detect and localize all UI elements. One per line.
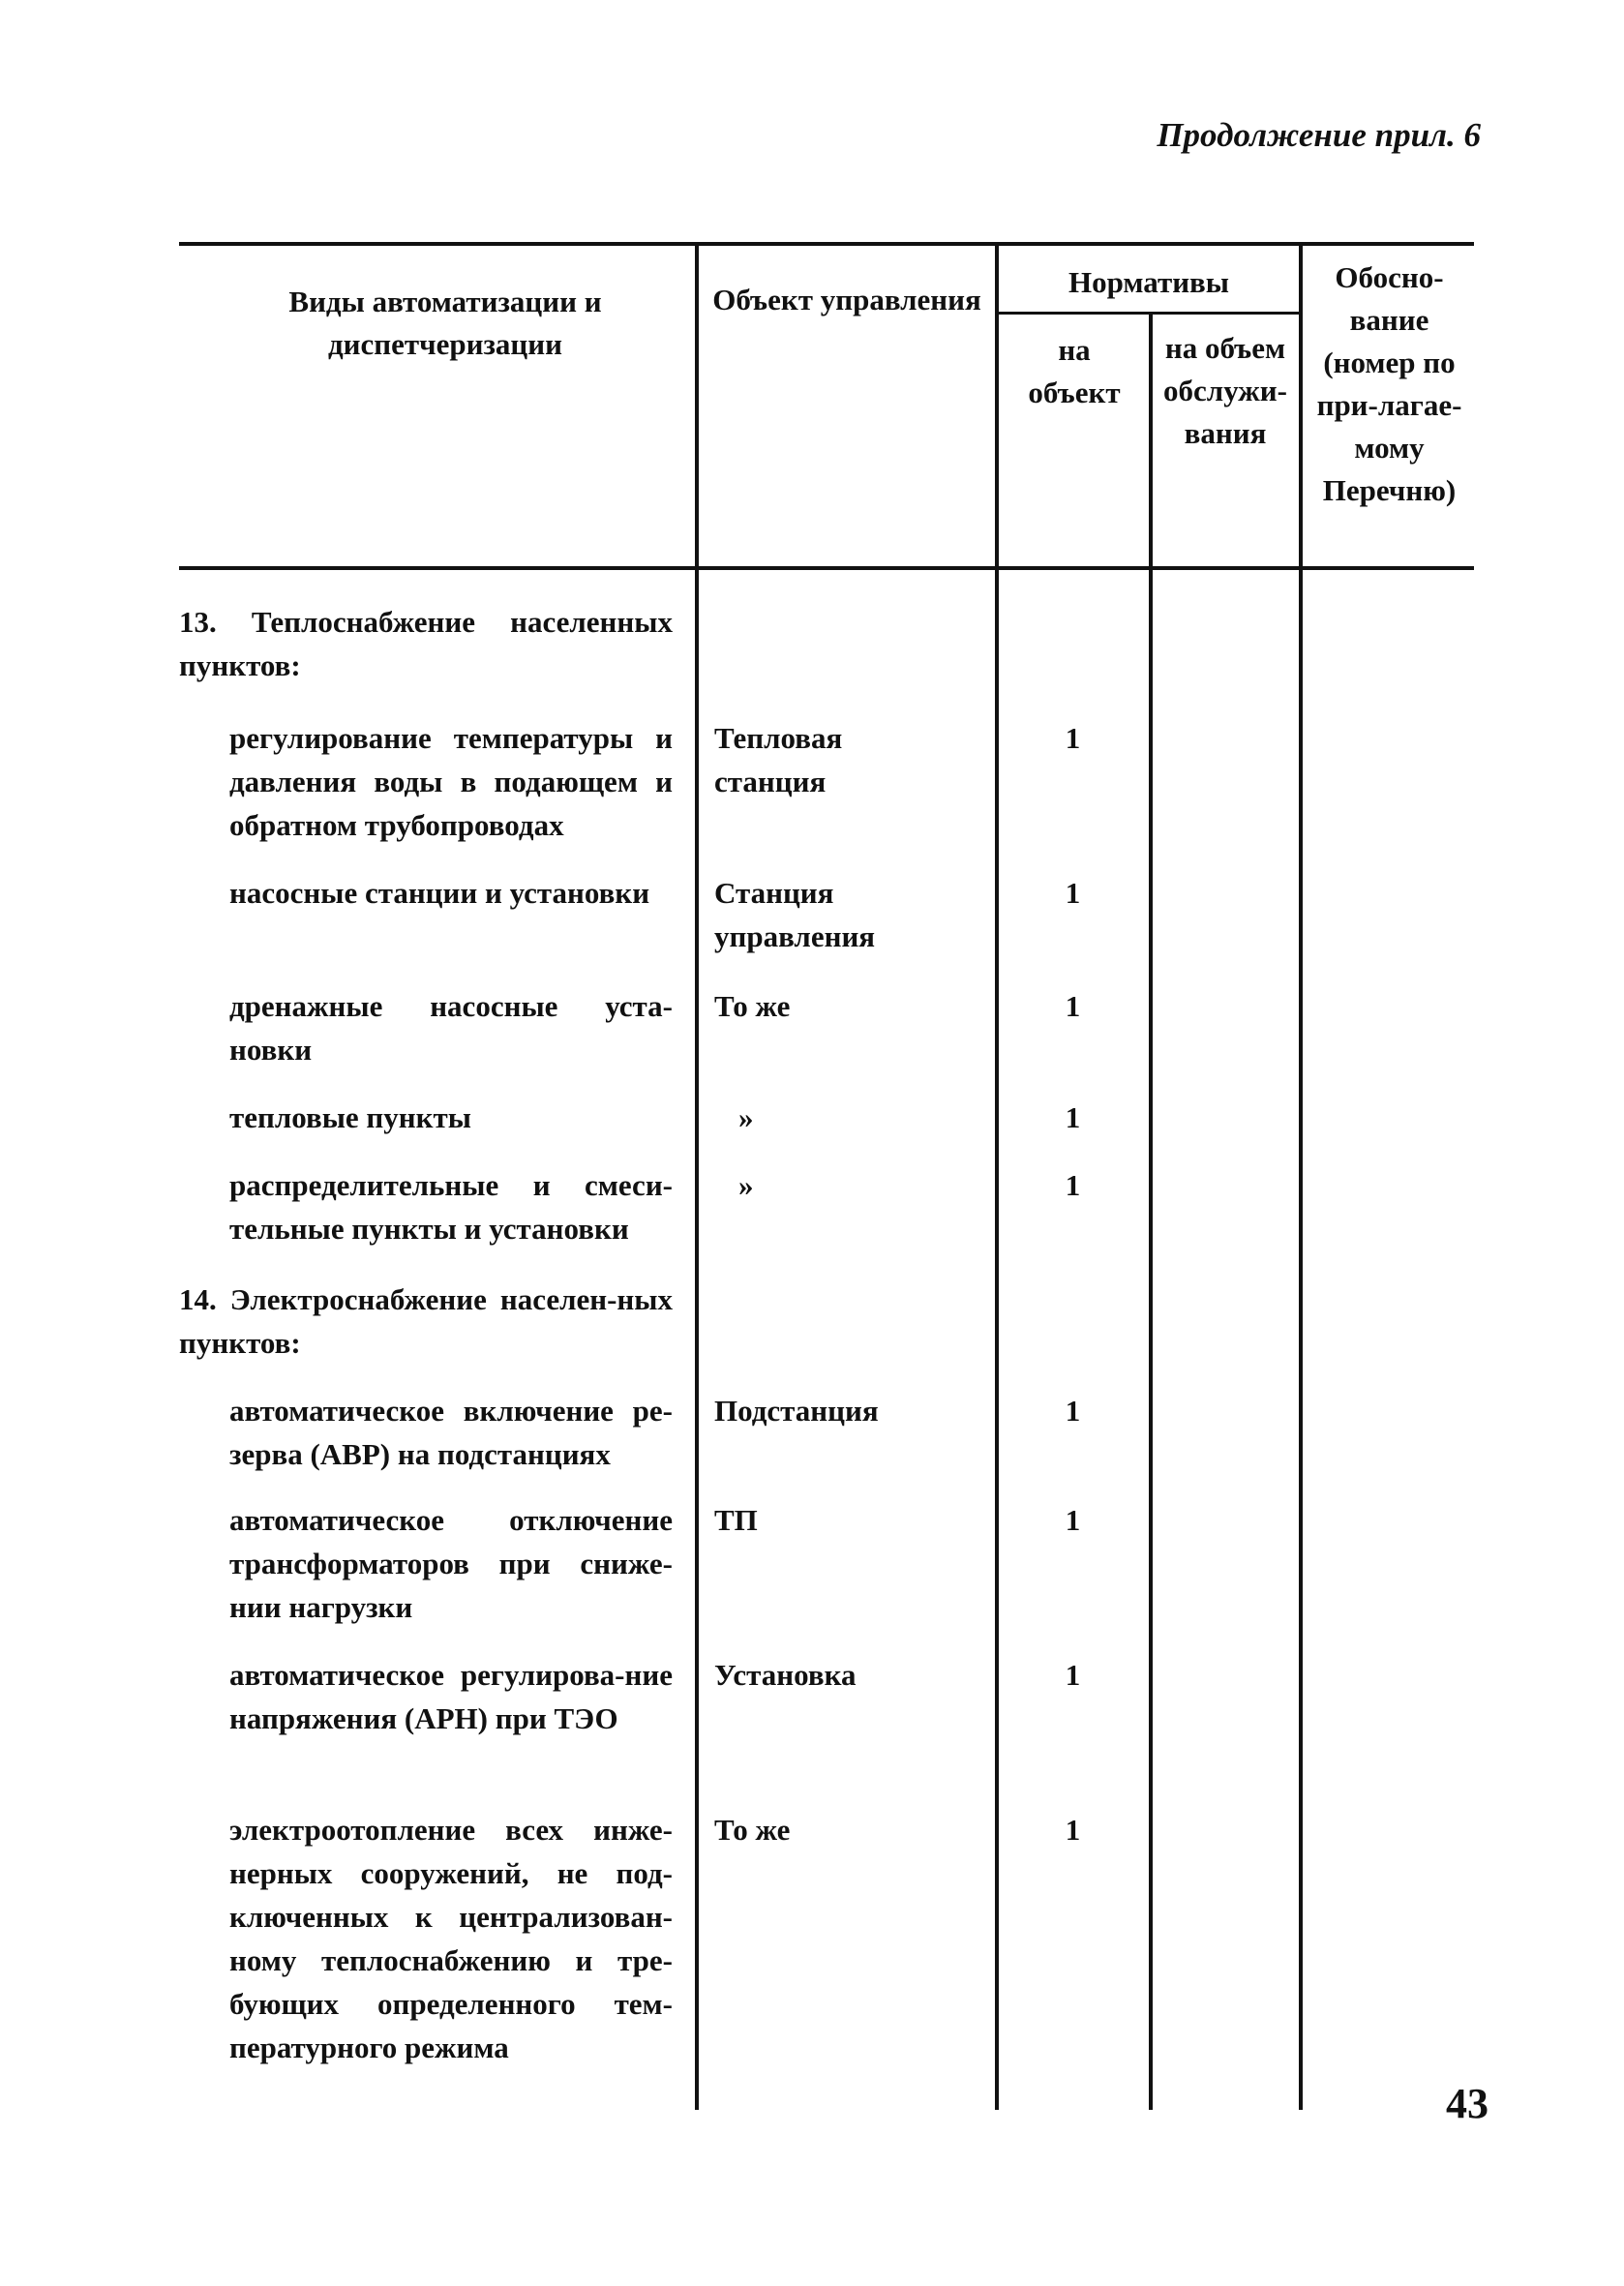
table-top-rule xyxy=(179,242,1474,246)
row-object: То же xyxy=(714,989,791,1023)
row-per-object: 1 xyxy=(1065,1658,1081,1692)
row-per-object: 1 xyxy=(1065,876,1081,910)
row-object: ТП xyxy=(714,1503,758,1537)
continuation-title: Продолжение прил. 6 xyxy=(1157,116,1481,154)
row-object: » xyxy=(738,1100,754,1134)
row-type: регулирование температуры и давления воды в подающем и обратном трубопроводах xyxy=(229,721,673,842)
row-object: Станция управления xyxy=(714,876,876,953)
header-types: Виды автоматизации и диспетчеризации xyxy=(288,285,602,361)
row-type: автоматическое регулирова-ние напряжения (АРН) при ТЭО xyxy=(229,1658,673,1735)
row-object: » xyxy=(738,1168,754,1202)
col-divider-object xyxy=(695,242,699,2110)
row-per-object: 1 xyxy=(1065,721,1081,755)
header-basis: Обосно-вание (номер по при-лагае-мому Перечню) xyxy=(1316,260,1462,507)
row-type: насосные станции и установки xyxy=(229,876,650,910)
row-per-object: 1 xyxy=(1065,1813,1081,1847)
row-type: 14. Электроснабжение населен-ных пунктов: xyxy=(179,1282,673,1360)
col-divider-basis xyxy=(1299,242,1303,2110)
row-type: дренажные насосные уста-новки xyxy=(229,989,673,1067)
header-per-volume: на объем обслужи-вания xyxy=(1163,331,1287,450)
row-type: электроотопление всех инже-нерных сооружений, не под-ключенных к централизован-ному теплоснабжению и тре-бующих определенного тем-пературного режима xyxy=(229,1813,673,2064)
row-per-object: 1 xyxy=(1065,1168,1081,1202)
row-per-object: 1 xyxy=(1065,1503,1081,1537)
row-type: тепловые пункты xyxy=(229,1100,471,1134)
row-type: автоматическое отключение трансформаторов при сниже-нии нагрузки xyxy=(229,1503,673,1624)
row-object: Установка xyxy=(714,1658,857,1692)
header-norms: Нормативы xyxy=(1068,265,1230,299)
row-type: автоматическое включение ре-зерва (АВР) на подстанциях xyxy=(229,1394,673,1471)
row-type: распределительные и смеси-тельные пункты и установки xyxy=(229,1168,673,1246)
row-per-object: 1 xyxy=(1065,989,1081,1023)
row-type: 13. Теплоснабжение населенных пунктов: xyxy=(179,605,673,682)
row-object: То же xyxy=(714,1813,791,1847)
col-divider-per-volume xyxy=(1149,312,1153,2110)
row-per-object: 1 xyxy=(1065,1394,1081,1428)
page-number: 43 xyxy=(1446,2080,1489,2127)
header-object: Объект управления xyxy=(712,283,981,316)
row-object: Подстанция xyxy=(714,1394,879,1428)
norms-table xyxy=(179,242,1474,2110)
header-per-object: на объект xyxy=(1028,333,1121,409)
row-per-object: 1 xyxy=(1065,1100,1081,1134)
row-object: Тепловая станция xyxy=(714,721,843,798)
header-bottom-rule xyxy=(179,566,1474,570)
